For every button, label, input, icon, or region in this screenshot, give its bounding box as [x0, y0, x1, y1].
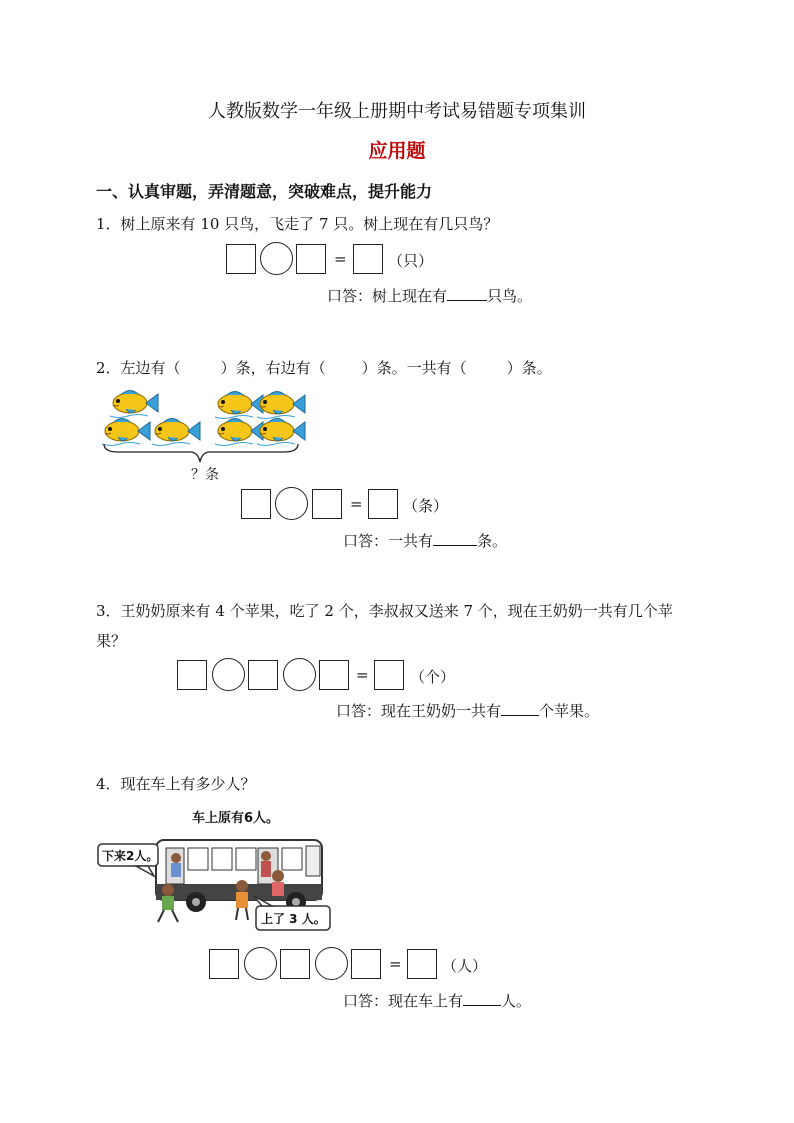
answer-box[interactable]	[177, 660, 207, 690]
brace-icon	[104, 444, 298, 462]
question-3-number: 3．	[96, 602, 121, 620]
bubble-down-label: 下来2人。	[102, 849, 159, 863]
answer-blank[interactable]	[447, 286, 487, 301]
fish-icon	[215, 392, 263, 419]
fish-icon	[257, 419, 305, 446]
answer-box[interactable]	[319, 660, 349, 690]
page-title: 人教版数学一年级上册期中考试易错题专项集训	[208, 101, 586, 122]
fish-icon	[215, 419, 263, 446]
answer-box[interactable]	[296, 244, 326, 274]
page-subtitle: 应用题	[368, 140, 426, 162]
operator-circle[interactable]	[275, 487, 308, 520]
fish-icon	[110, 391, 158, 418]
equals-sign: =	[389, 955, 402, 973]
question-3: 3．王奶奶原来有 4 个苹果，吃了 2 个，李叔叔又送来 7 个，现在王奶奶一共有几个苹 果？	[96, 602, 673, 650]
answer-box[interactable]	[209, 949, 239, 979]
fish-icon	[152, 419, 200, 446]
section-heading: 一、认真审题，弄清题意，突破难点，提升能力	[96, 182, 433, 201]
question-2: 2．左边有（ ）条，右边有（ ）条。一共有（ ）条。	[96, 359, 552, 377]
unit-label: （人）	[442, 957, 488, 975]
answer-box[interactable]	[312, 489, 342, 519]
unit-label: （条）	[403, 497, 449, 515]
answer-box[interactable]	[353, 244, 383, 274]
answer-blank[interactable]	[433, 531, 477, 546]
answer-box[interactable]	[368, 489, 398, 519]
bubble-up-label: 上了 3 人。	[261, 912, 326, 926]
operator-circle[interactable]	[315, 947, 348, 980]
operator-circle[interactable]	[260, 242, 293, 275]
answer-box[interactable]	[374, 660, 404, 690]
question-4: 4．现在车上有多少人？	[96, 775, 256, 793]
question-1-answer: 口答：树上现在有 只鸟。	[327, 287, 533, 305]
answer-blank[interactable]	[463, 991, 501, 1006]
operator-circle[interactable]	[283, 658, 316, 691]
bus-caption: 车上原有6人。	[192, 811, 280, 826]
equals-sign: =	[356, 666, 369, 684]
question-4-answer: 口答：现在车上有 人。	[343, 992, 532, 1010]
operator-circle[interactable]	[244, 947, 277, 980]
question-1-number: 1．	[96, 215, 121, 233]
question-1-text: 树上原来有 10 只鸟，飞走了 7 只。树上现在有几只鸟？	[120, 215, 499, 233]
answer-box[interactable]	[226, 244, 256, 274]
question-2-number: 2．	[96, 359, 121, 377]
answer-box[interactable]	[407, 949, 437, 979]
fish-icon	[257, 392, 305, 419]
unit-label: （只）	[388, 252, 434, 270]
fish-icon	[102, 419, 150, 446]
equals-sign: =	[350, 495, 363, 513]
unit-label: （个）	[410, 668, 456, 686]
fish-total-caption: ？条	[191, 467, 219, 483]
answer-box[interactable]	[241, 489, 271, 519]
question-4-number: 4．	[96, 775, 121, 793]
question-1	[96, 209, 498, 239]
answer-box[interactable]	[248, 660, 278, 690]
operator-circle[interactable]	[212, 658, 245, 691]
answer-box[interactable]	[351, 949, 381, 979]
answer-blank[interactable]	[501, 701, 539, 716]
question-2-answer: 口答：一共有 条。	[343, 532, 508, 550]
question-3-answer: 口答：现在王奶奶一共有 个苹果。	[336, 702, 600, 720]
answer-box[interactable]	[280, 949, 310, 979]
equals-sign: =	[334, 250, 347, 268]
